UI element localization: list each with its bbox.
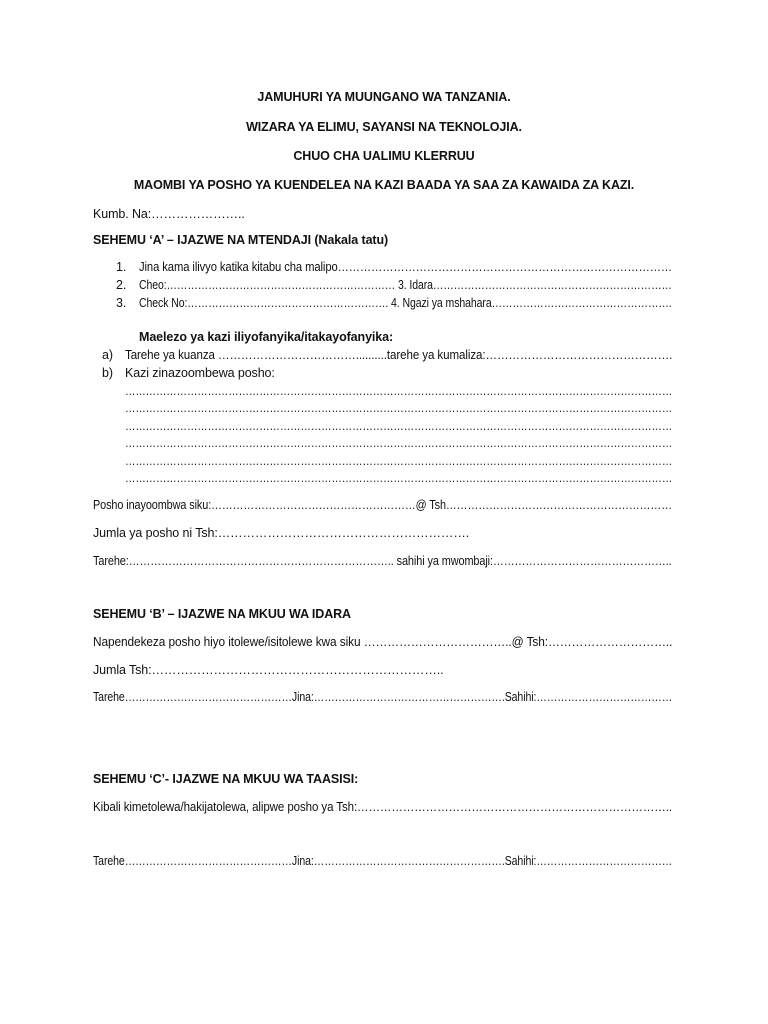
header-ministry: WIZARA YA ELIMU, SAYANSI NA TEKNOLOJIA. [246, 120, 522, 134]
blank-line: …………………………………………………………………………………………………………………………………………… [125, 384, 673, 398]
list-item-number: 3. [116, 296, 127, 310]
applicant-date-sign-line: Tarehe:……………………………………………………………….. sahihi ya mwombaji:………………………………………….. [93, 554, 672, 568]
blank-line: …………………………………………………………………………………………………………………………………………… [125, 454, 673, 468]
sub-item-letter: a) [102, 348, 113, 362]
blank-line: …………………………………………………………………………………………………………………………………………… [125, 401, 673, 415]
header-college: CHUO CHA UALIMU KLERRUU [293, 149, 475, 163]
section-c-heading: SEHEMU ‘C’- IJAZWE NA MKUU WA TAASISI: [93, 772, 359, 786]
field-title-dept-line: Cheo:………………………………………………………… 3. Idara…………………………………………………………… [139, 278, 672, 292]
hod-recommend-line: Napendekeza posho hiyo itolewe/isitolewe kwa siku ………………………………..@ Tsh:………………………….. [93, 635, 673, 649]
field-name-line: Jina kama ilivyo katika kitabu cha malipo……………………………………………………………………………… [139, 260, 673, 274]
field-dates-line: Tarehe ya kuanza ………………………………..........tarehe ya kumaliza:…………………………………………. [125, 348, 673, 362]
blank-line: …………………………………………………………………………………………………………………………………………… [125, 419, 673, 433]
section-a-heading: SEHEMU ‘A’ – IJAZWE NA MTENDAJI (Nakala tatu) [93, 233, 389, 247]
hod-sign-line: Tarehe…………………………………………Jina:……………………………………………….Sahihi:………………………………… [93, 690, 673, 704]
work-description-heading: Maelezo ya kazi iliyofanyika/itakayofanyika: [139, 330, 394, 344]
blank-line: …………………………………………………………………………………………………………………………………………… [125, 471, 673, 485]
form-title: MAOMBI YA POSHO YA KUENDELEA NA KAZI BAADA YA SAA ZA KAWAIDA ZA KAZI. [133, 178, 635, 192]
field-checkno-salary-line: Check No:…………………………………………………. 4. Ngazi ya mshahara……………………………………………. [139, 296, 672, 310]
list-item-number: 1. [116, 260, 127, 274]
field-work-label: Kazi zinazoombewa posho: [125, 366, 275, 380]
posho-days-line: Posho inayoombwa siku:…………………………………………………@ Tsh……………………………………………………… [93, 498, 672, 512]
list-item-number: 2. [116, 278, 127, 292]
ref-number: Kumb. Na:………………….. [93, 207, 245, 221]
section-b-heading: SEHEMU ‘B’ – IJAZWE NA MKUU WA IDARA [93, 607, 351, 621]
posho-total-line: Jumla ya posho ni Tsh:……………………………………………………. [93, 526, 470, 540]
hod-total-line: Jumla Tsh:…………………………………………………………….. [93, 663, 444, 677]
head-approval-line: Kibali kimetolewa/hakijatolewa, alipwe posho ya Tsh:……………………………………………………………………….. [93, 800, 672, 814]
head-sign-line: Tarehe…………………………………………Jina:……………………………………………….Sahihi:………………………………… [93, 854, 673, 868]
header-republic: JAMUHURI YA MUUNGANO WA TANZANIA. [257, 90, 511, 104]
sub-item-letter: b) [102, 366, 113, 380]
blank-line: …………………………………………………………………………………………………………………………………………… [125, 436, 673, 450]
